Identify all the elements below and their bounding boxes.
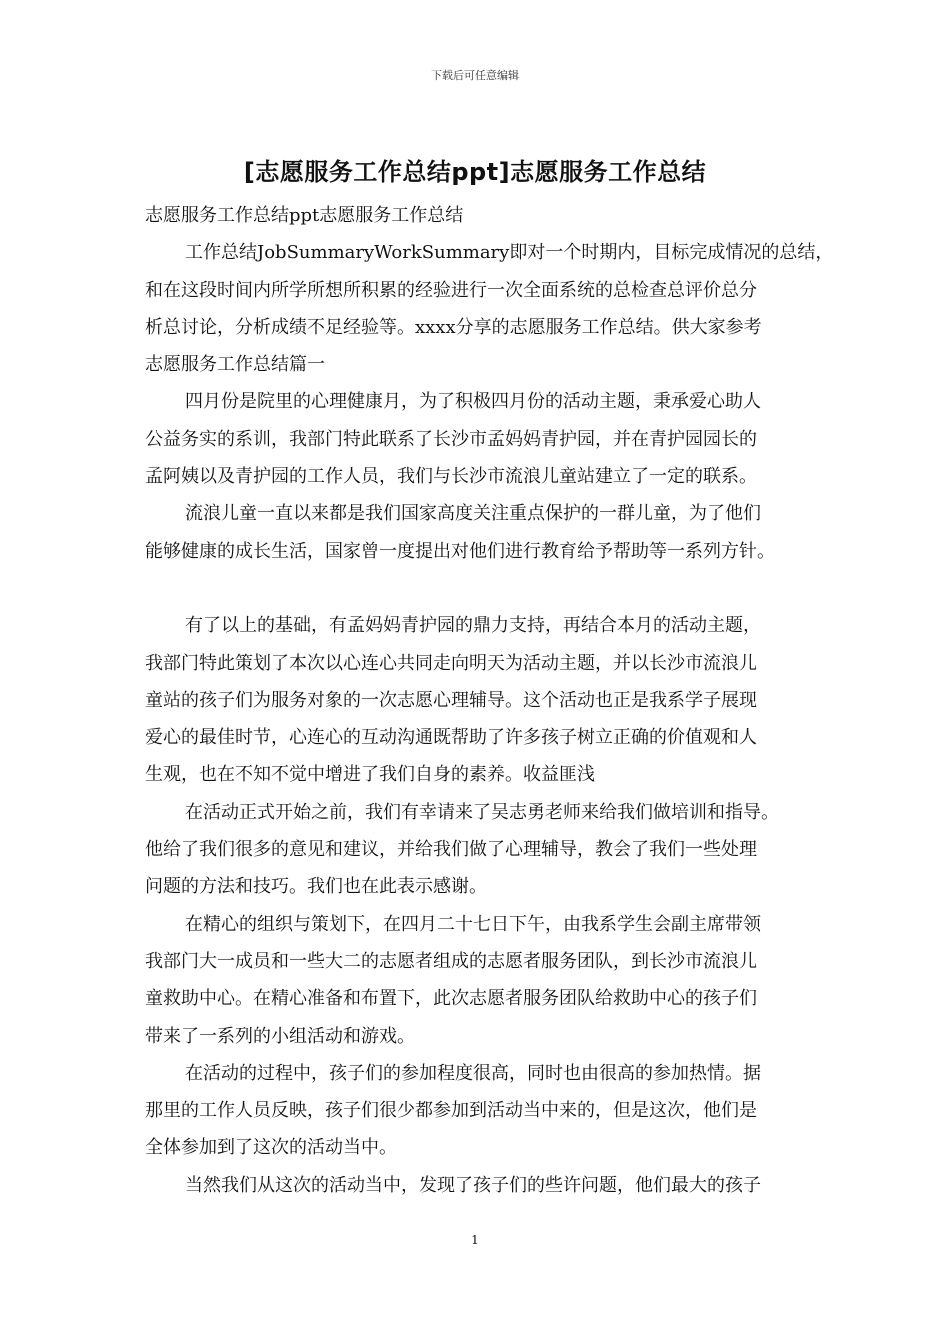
text-line: 童救助中心。在精心准备和布置下，此次志愿者服务团队给救助中心的孩子们 bbox=[145, 988, 757, 1010]
text-line: 生观，也在不知不觉中增进了我们自身的素养。收益匪浅 bbox=[145, 764, 595, 786]
text-line: 志愿服务工作总结ppt志愿服务工作总结 bbox=[145, 205, 464, 226]
text-line: 和在这段时间内所学所想所积累的经验进行一次全面系统的总检查总评价总分 bbox=[145, 279, 757, 301]
text-line: 析总讨论，分析成绩不足经验等。xxxx分享的志愿服务工作总结。供大家参考 bbox=[145, 316, 762, 338]
text-line: 在活动正式开始之前，我们有幸请来了吴志勇老师来给我们做培训和指导。 bbox=[185, 801, 779, 823]
text-line: 童站的孩子们为服务对象的一次志愿心理辅导。这个活动也正是我系学子展现 bbox=[145, 689, 757, 711]
text-line: 孟阿姨以及青护园的工作人员，我们与长沙市流浪儿童站建立了一定的联系。 bbox=[145, 466, 757, 488]
text-line: 我部门大一成员和一些大二的志愿者组成的志愿者服务团队，到长沙市流浪儿 bbox=[145, 950, 757, 972]
page-header: 下载后可任意编辑 bbox=[431, 69, 519, 82]
text-line: 流浪儿童一直以来都是我们国家高度关注重点保护的一群儿童，为了他们 bbox=[185, 503, 761, 525]
text-line: 工作总结JobSummaryWorkSummary即对一个时期内，目标完成情况的总结， bbox=[185, 242, 834, 264]
text-line: 带来了一系列的小组活动和游戏。 bbox=[145, 1025, 415, 1047]
document-title: [志愿服务工作总结ppt]志愿服务工作总结 bbox=[243, 158, 707, 186]
text-line: 全体参加到了这次的活动当中。 bbox=[145, 1137, 397, 1159]
text-line: 在活动的过程中，孩子们的参加程度很高，同时也由很高的参加热情。据 bbox=[185, 1062, 761, 1084]
text-line: 志愿服务工作总结篇一 bbox=[145, 354, 325, 376]
page-number: 1 bbox=[471, 1233, 479, 1247]
text-line: 在精心的组织与策划下，在四月二十七日下午，由我系学生会副主席带领 bbox=[185, 913, 761, 935]
text-line: 当然我们从这次的活动当中，发现了孩子们的些许问题，他们最大的孩子 bbox=[185, 1174, 761, 1196]
text-line: 有了以上的基础，有孟妈妈青护园的鼎力支持，再结合本月的活动主题， bbox=[185, 615, 761, 637]
text-line: 四月份是院里的心理健康月，为了积极四月份的活动主题，秉承爱心助人 bbox=[185, 391, 761, 413]
blank-line bbox=[145, 570, 809, 607]
text-line: 问题的方法和技巧。我们也在此表示感谢。 bbox=[145, 876, 487, 898]
text-line: 公益务实的系训，我部门特此联系了长沙市孟妈妈青护园，并在青护园园长的 bbox=[145, 428, 757, 450]
text-line: 能够健康的成长生活，国家曾一度提出对他们进行教育给予帮助等一系列方针。 bbox=[145, 540, 775, 562]
text-line: 那里的工作人员反映，孩子们很少都参加到活动当中来的，但是这次，他们是 bbox=[145, 1100, 757, 1122]
document-body bbox=[145, 197, 834, 1204]
text-line: 爱心的最佳时节，心连心的互动沟通既帮助了许多孩子树立正确的价值观和人 bbox=[145, 727, 757, 749]
text-line: 他给了我们很多的意见和建议，并给我们做了心理辅导，教会了我们一些处理 bbox=[145, 839, 757, 861]
text-line: 我部门特此策划了本次以心连心共同走向明天为活动主题，并以长沙市流浪儿 bbox=[145, 652, 757, 674]
